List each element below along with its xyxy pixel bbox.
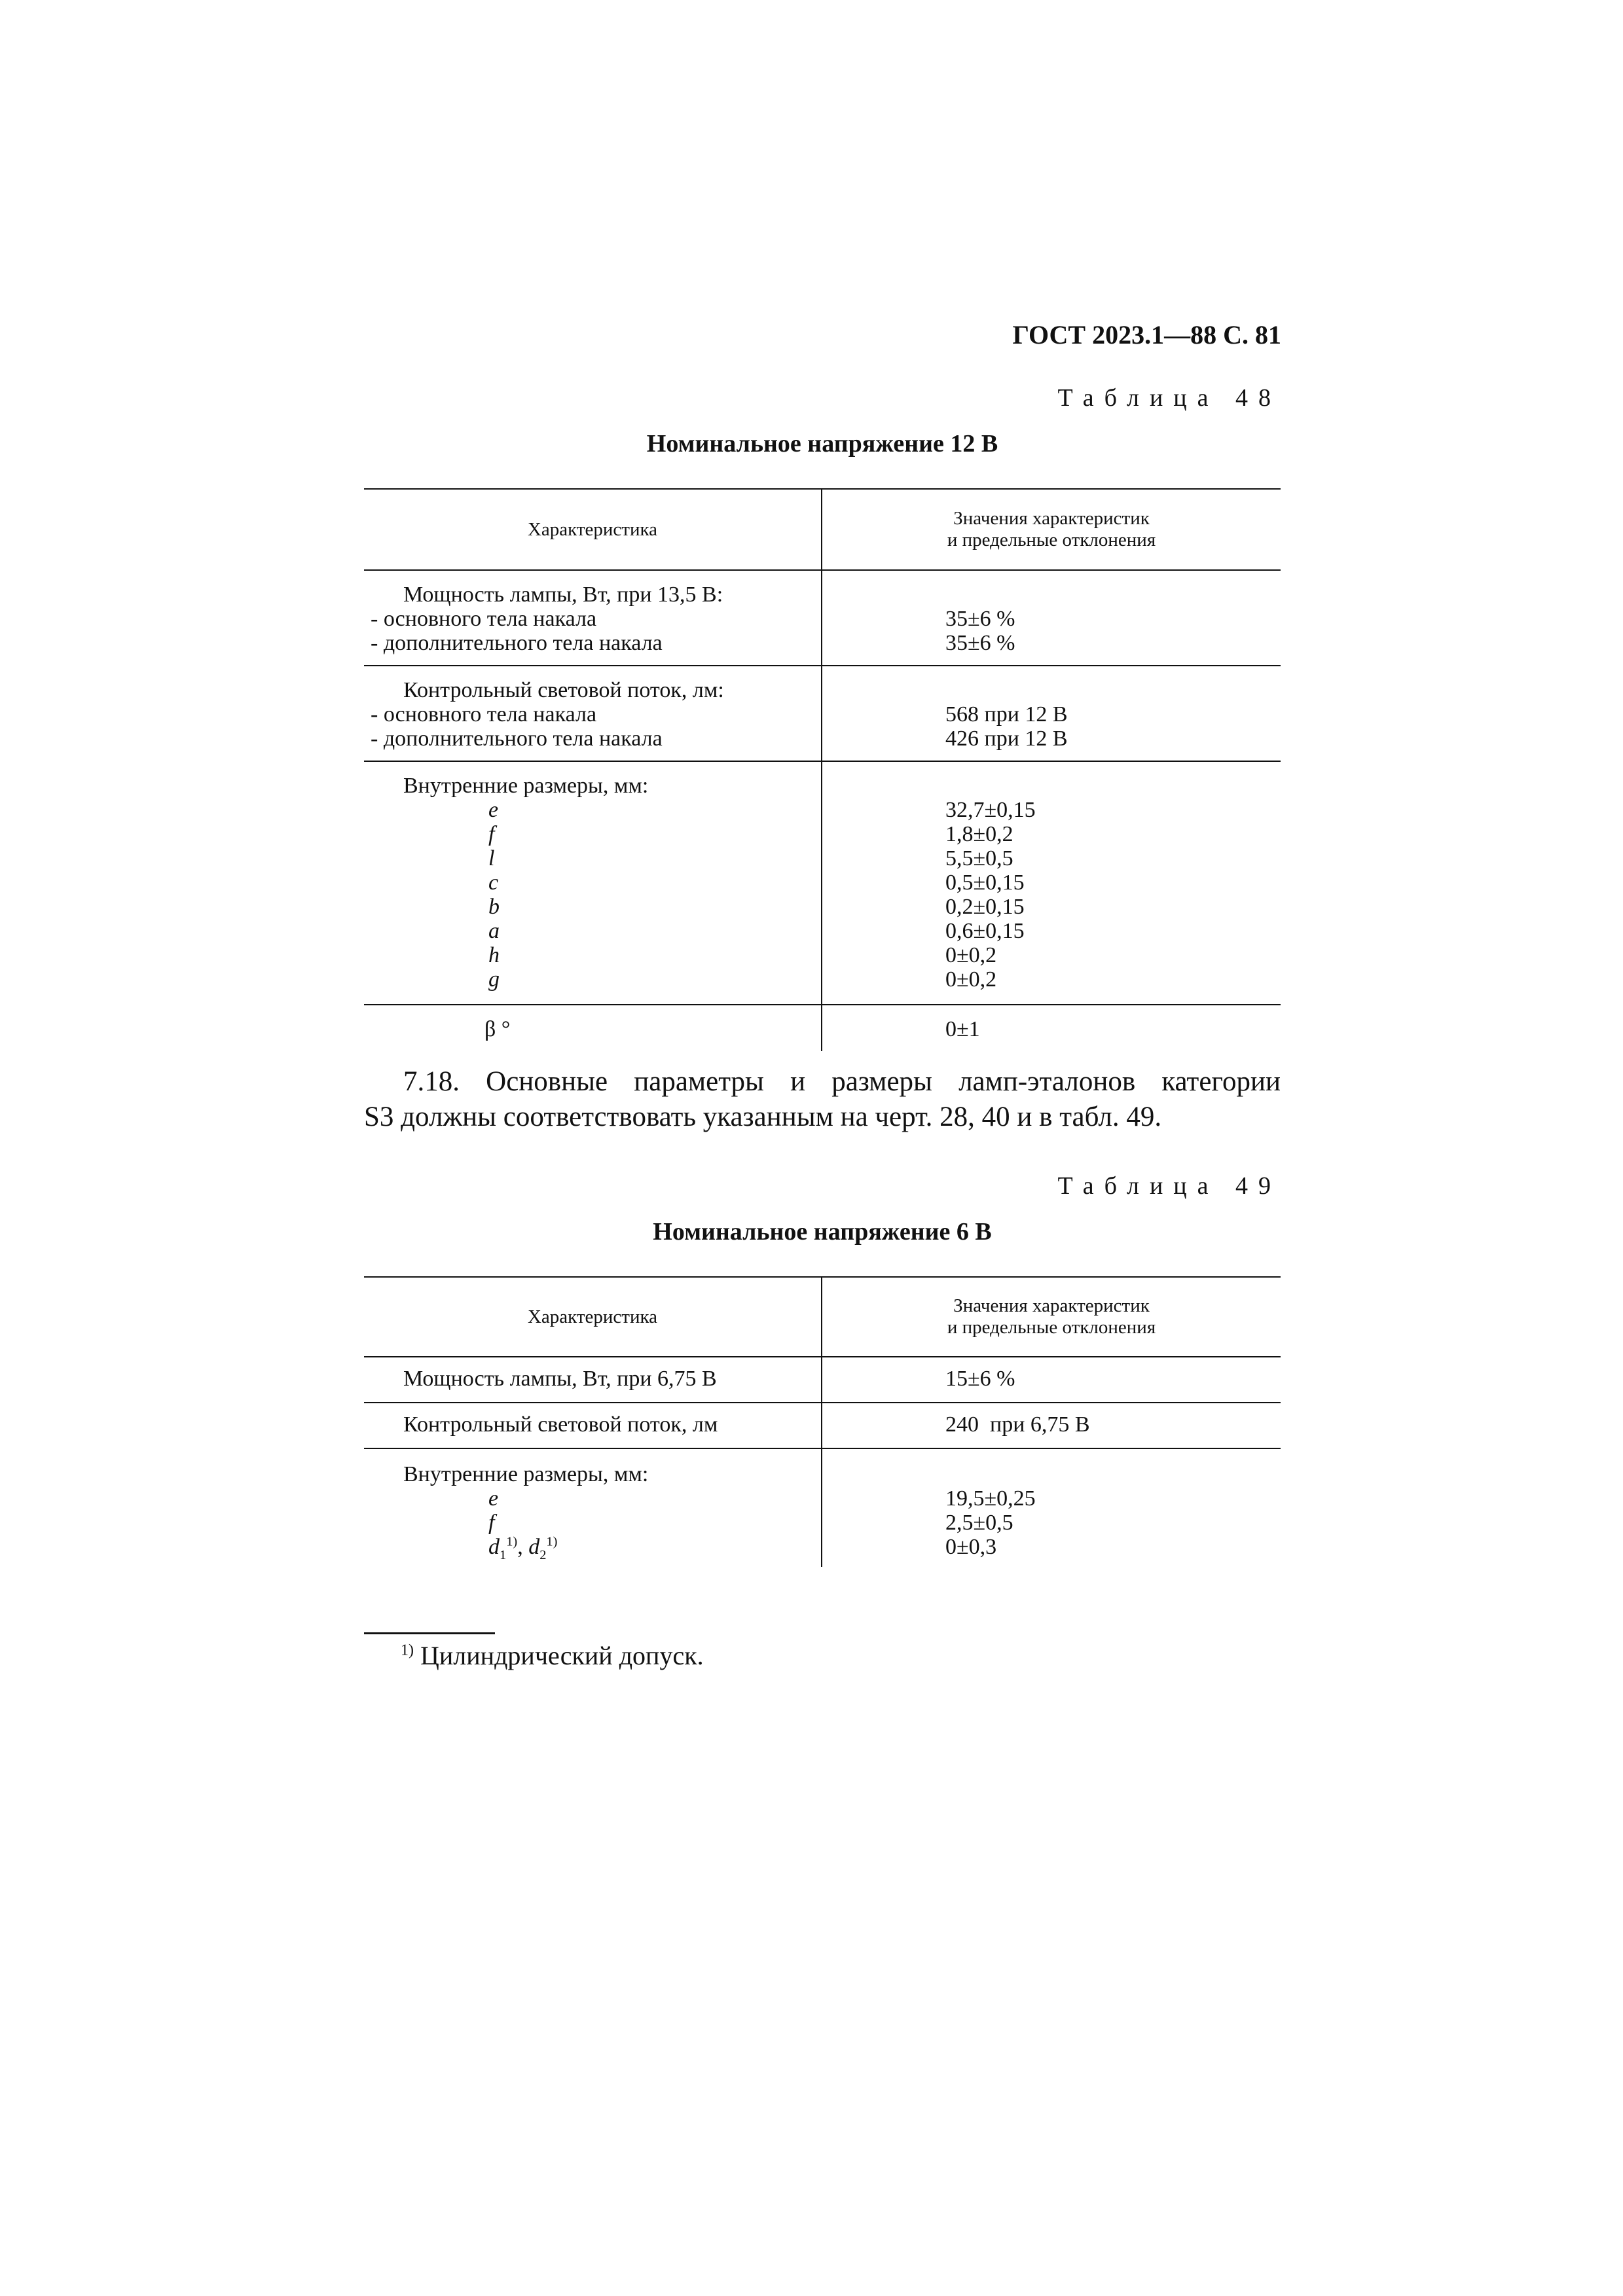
row-heading: Контрольный световой поток, лм — [403, 1412, 718, 1437]
row-heading: Внутренние размеры, мм: — [403, 774, 649, 798]
table-row-flux — [364, 666, 1281, 762]
table-row-power — [364, 571, 1281, 666]
row-heading: Мощность лампы, Вт, при 6,75 В — [403, 1367, 717, 1391]
row-item: - дополнительного тела накала — [371, 631, 663, 655]
dimension-param: a — [488, 919, 500, 943]
row-item: - основного тела накала — [371, 702, 597, 726]
dimension-param: g — [488, 967, 500, 992]
dimension-value: 0±0,3 — [945, 1535, 997, 1559]
beta-param: β ° — [484, 1017, 511, 1041]
column-header-characteristic: Характеристика — [527, 1306, 658, 1327]
dimension-param: l — [488, 846, 495, 870]
row-item: - основного тела накала — [371, 607, 597, 631]
dimension-param: b — [488, 895, 500, 919]
table-row-beta — [364, 1005, 1281, 1051]
row-value: 15±6 % — [945, 1367, 1015, 1391]
row-value: 568 при 12 В — [945, 702, 1068, 726]
column-header-values-line1: Значения характеристик — [953, 508, 1150, 529]
table-row-dimensions — [364, 1449, 1281, 1567]
page-running-title: ГОСТ 2023.1—88 С. 81 — [1012, 320, 1281, 350]
table-row-flux — [364, 1403, 1281, 1449]
row-heading: Внутренние размеры, мм: — [403, 1462, 649, 1486]
dimension-param: c — [488, 870, 499, 895]
dimension-param: f — [488, 822, 495, 846]
dimension-value: 19,5±0,25 — [945, 1486, 1036, 1511]
column-header-values — [822, 1278, 1281, 1356]
dimension-value: 0,2±0,15 — [945, 895, 1025, 919]
table-49-label: Таблица 49 — [1057, 1172, 1281, 1200]
beta-value: 0±1 — [945, 1017, 980, 1041]
row-value: 35±6 % — [945, 631, 1015, 655]
paragraph-line: S3 должны соответствовать указанным на черт. 28, 40 и в табл. 49. — [364, 1102, 1162, 1132]
dimension-param: e — [488, 1486, 499, 1511]
column-header-characteristic: Характеристика — [527, 518, 658, 540]
row-item: - дополнительного тела накала — [371, 726, 663, 751]
row-value: 240 при 6,75 В — [945, 1412, 1090, 1437]
dimension-value: 0,6±0,15 — [945, 919, 1025, 943]
table-header-row — [364, 1278, 1281, 1357]
dimension-value: 5,5±0,5 — [945, 846, 1013, 870]
dimension-param-d1-d2: $d_1^{1)}$, $d_2^{1)}$ — [488, 1534, 558, 1562]
dimension-value: 32,7±0,15 — [945, 798, 1036, 822]
dimension-value: 0,5±0,15 — [945, 870, 1025, 895]
footnote-separator — [364, 1632, 495, 1634]
table-48-title: Номинальное напряжение 12 В — [646, 430, 998, 457]
dimension-value: 1,8±0,2 — [945, 822, 1013, 846]
paragraph-line: 7.18. Основные параметры и размеры ламп-эталонов категории — [403, 1066, 1281, 1097]
dimension-value: 0±0,2 — [945, 943, 997, 967]
table-48-label: Таблица 48 — [1057, 384, 1281, 412]
footnote — [401, 1640, 704, 1671]
dimension-param: f — [488, 1511, 495, 1535]
row-value: 426 при 12 В — [945, 726, 1068, 751]
column-header-values — [822, 490, 1281, 569]
dimension-value: 0±0,2 — [945, 967, 997, 992]
dimension-param: e — [488, 798, 499, 822]
column-header-values-line2: и предельные отклонения — [947, 529, 1156, 550]
table-49 — [364, 1276, 1281, 1567]
row-heading: Контрольный световой поток, лм: — [403, 678, 724, 702]
footnote-text: Цилиндрический допуск. — [414, 1641, 704, 1670]
paragraph-7-18 — [364, 1064, 1281, 1135]
column-header-values-line1: Значения характеристик — [953, 1295, 1150, 1316]
table-49-title: Номинальное напряжение 6 В — [653, 1218, 992, 1246]
column-header-values-line2: и предельные отклонения — [947, 1317, 1156, 1338]
row-value: 35±6 % — [945, 607, 1015, 631]
table-row-dimensions — [364, 762, 1281, 1005]
table-row-power — [364, 1357, 1281, 1403]
footnote-marker: 1) — [401, 1641, 414, 1659]
row-heading: Мощность лампы, Вт, при 13,5 В: — [403, 583, 723, 607]
table-48 — [364, 488, 1281, 1051]
table-header-row — [364, 490, 1281, 571]
dimension-param: h — [488, 943, 500, 967]
dimension-value: 2,5±0,5 — [945, 1511, 1013, 1535]
